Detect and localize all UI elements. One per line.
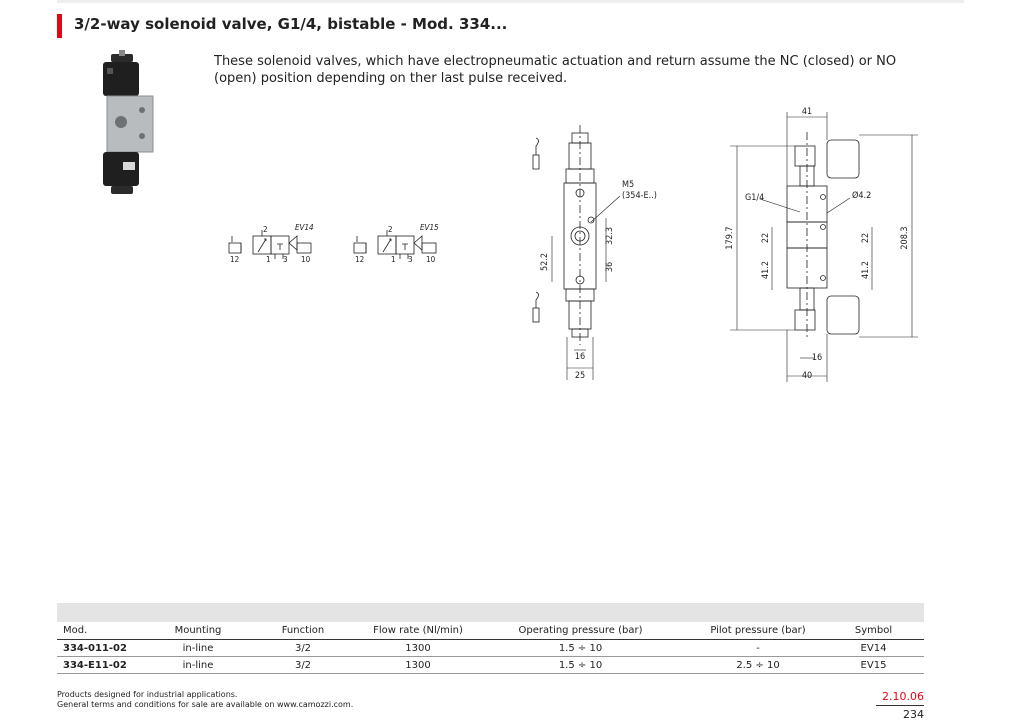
side-view-dimensions xyxy=(730,112,918,382)
ev15-label: EV15 xyxy=(420,223,439,232)
table-cell: 1300 xyxy=(368,640,468,657)
page-code: 2.10.06 xyxy=(882,690,924,703)
side-view-outline xyxy=(787,132,859,340)
table-row xyxy=(57,657,924,674)
ev15-port-10: 10 xyxy=(426,255,436,264)
table-cell: 3/2 xyxy=(238,657,368,674)
table-cell: 1.5 ÷ 10 xyxy=(468,657,693,674)
dim-32-3: 32.3 xyxy=(605,226,615,246)
col-header: Operating pressure (bar) xyxy=(468,622,693,640)
col-header: Function xyxy=(238,622,368,640)
dim-22-left: 22 xyxy=(761,232,771,244)
table-row xyxy=(57,640,924,657)
table-cell: 2.5 ÷ 10 xyxy=(693,657,823,674)
g14-label: G1/4 xyxy=(745,193,765,203)
front-view-dimensions xyxy=(552,196,620,380)
ev15-port-12: 12 xyxy=(355,255,365,264)
ev15-port-2: 2 xyxy=(388,225,393,234)
ev14-label: EV14 xyxy=(295,223,314,232)
col-header: Mod. xyxy=(57,622,158,640)
table-cell: EV14 xyxy=(823,640,924,657)
table-cell: 1300 xyxy=(368,657,468,674)
m5-label: M5 xyxy=(622,180,635,190)
col-header: Flow rate (Nl/min) xyxy=(368,622,468,640)
col-header: Symbol xyxy=(823,622,924,640)
page-number-rule xyxy=(876,705,924,706)
col-header: Pilot pressure (bar) xyxy=(693,622,823,640)
ev14-port-3: 3 xyxy=(283,255,288,264)
dim-208-3: 208.3 xyxy=(900,226,910,250)
ev15-port-1: 1 xyxy=(391,255,396,264)
dim-52-2: 52.2 xyxy=(540,252,550,272)
footer-note xyxy=(57,690,353,710)
dim-40: 40 xyxy=(801,371,813,381)
table-header-band xyxy=(57,603,924,622)
ev14-port-10: 10 xyxy=(301,255,311,264)
dim-41-2-right: 41.2 xyxy=(861,260,871,280)
col-header: Mounting xyxy=(158,622,238,640)
table-cell: - xyxy=(693,640,823,657)
ev15-port-3: 3 xyxy=(408,255,413,264)
m5-sublabel: (354-E..) xyxy=(622,191,657,201)
product-description: These solenoid valves, which have electropneumatic actuation and return assume the NC (closed) or NO (open) position depending on ther last pulse received. xyxy=(214,54,897,86)
ev14-port-1: 1 xyxy=(266,255,271,264)
dim-179-7: 179.7 xyxy=(725,226,735,250)
dia-label: Ø4.2 xyxy=(852,191,872,201)
dim-41: 41 xyxy=(801,107,813,117)
dim-16-side: 16 xyxy=(811,353,823,363)
table-cell: in-line xyxy=(158,657,238,674)
table-cell: in-line xyxy=(158,640,238,657)
table-cell: 334-011-02 xyxy=(57,640,158,657)
ev14-port-2: 2 xyxy=(263,225,268,234)
table-cell: 1.5 ÷ 10 xyxy=(468,640,693,657)
footer-line-1: Products designed for industrial applications. xyxy=(57,690,238,699)
dim-36: 36 xyxy=(605,261,615,273)
dim-22-right: 22 xyxy=(861,232,871,244)
table-cell: 3/2 xyxy=(238,640,368,657)
front-view-outline xyxy=(533,125,596,345)
table-cell: 334-E11-02 xyxy=(57,657,158,674)
page-number: 234 xyxy=(903,708,924,721)
dim-41-2-left: 41.2 xyxy=(761,260,771,280)
table-cell: EV15 xyxy=(823,657,924,674)
table-header-row xyxy=(57,622,924,640)
spec-table xyxy=(57,622,924,674)
ev14-port-12: 12 xyxy=(230,255,240,264)
dim-16-front: 16 xyxy=(574,352,586,362)
dim-25: 25 xyxy=(574,371,586,381)
page-title: 3/2-way solenoid valve, G1/4, bistable - Mod. 334... xyxy=(74,15,508,33)
footer-line-2: General terms and conditions for sale are available on www.camozzi.com. xyxy=(57,700,354,709)
